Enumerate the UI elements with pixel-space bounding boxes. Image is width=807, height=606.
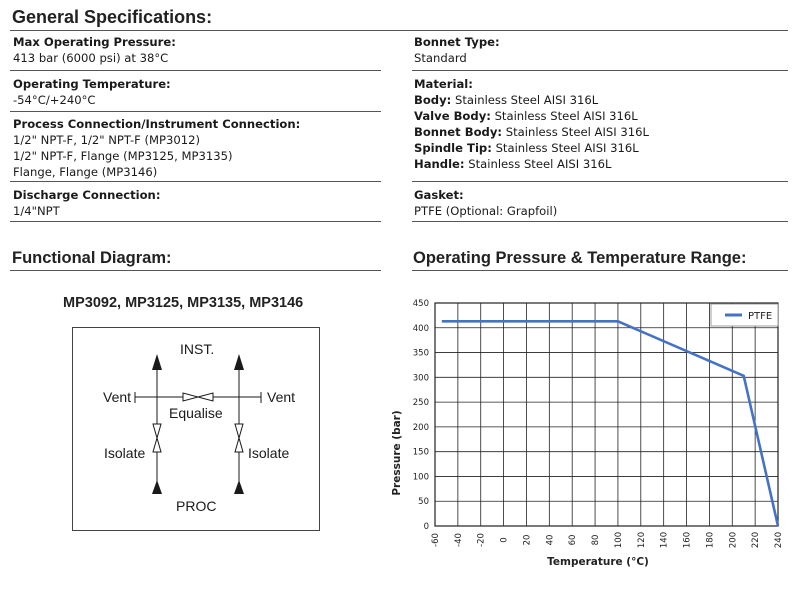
material-row — [414, 124, 649, 140]
isolate-valve-icon — [235, 424, 243, 438]
y-tick-label: 150 — [412, 447, 429, 458]
discharge-label: Discharge Connection: — [13, 188, 161, 202]
x-tick-label: 20 — [522, 534, 533, 546]
x-tick-label: 40 — [545, 534, 556, 546]
proc-label: PROC — [176, 498, 217, 514]
inst-arrow-left — [152, 354, 162, 370]
x-tick-label: 140 — [659, 531, 670, 549]
material-value: Stainless Steel AISI 316L — [494, 109, 638, 123]
material-value: Stainless Steel AISI 316L — [468, 157, 612, 171]
x-tick-label: -40 — [453, 533, 464, 547]
legend — [711, 304, 778, 326]
material-value: Stainless Steel AISI 316L — [495, 141, 639, 155]
legend-label: PTFE — [748, 311, 773, 322]
op-temp-block — [13, 76, 171, 108]
models-label: MP3092, MP3125, MP3135, MP3146 — [63, 295, 304, 311]
inst-label: INST. — [180, 341, 215, 357]
vent-left-label: Vent — [103, 389, 132, 405]
x-tick-label: 120 — [636, 531, 647, 549]
material-key: Spindle Tip: — [414, 141, 492, 155]
x-tick-label: 180 — [705, 531, 716, 549]
x-tick-label: 0 — [499, 537, 510, 543]
plot-area — [435, 303, 778, 526]
equalise-label: Equalise — [169, 405, 223, 421]
discharge-block — [13, 187, 160, 219]
x-tick-label: 160 — [682, 531, 693, 549]
divider — [10, 111, 381, 112]
functional-diagram — [72, 327, 320, 531]
gasket-block — [414, 187, 557, 219]
inst-arrow-right — [234, 354, 244, 370]
material-value: Stainless Steel AISI 316L — [505, 125, 649, 139]
divider — [412, 270, 788, 271]
op-temp-value: -54°C/+240°C — [13, 93, 96, 107]
process-line: Flange, Flange (MP3146) — [13, 165, 158, 179]
x-tick-label: 200 — [728, 531, 739, 549]
functional-diagram-title: Functional Diagram: — [12, 249, 172, 267]
bonnet-block — [414, 34, 500, 66]
process-block — [13, 116, 300, 180]
material-row — [414, 92, 649, 108]
divider — [412, 221, 788, 222]
max-pressure-value: 413 bar (6000 psi) at 38°C — [13, 51, 169, 65]
grid — [435, 303, 778, 526]
y-tick-label: 200 — [412, 422, 429, 433]
x-tick-label: -60 — [431, 533, 441, 547]
op-temp-label: Operating Temperature: — [13, 77, 171, 91]
bonnet-label: Bonnet Type: — [414, 35, 500, 49]
max-pressure-label: Max Operating Pressure: — [13, 35, 176, 49]
y-axis-label: Pressure (bar) — [391, 410, 403, 496]
material-block — [414, 76, 649, 172]
isolate-valve-icon — [153, 424, 161, 438]
isolate-left-label: Isolate — [104, 445, 146, 461]
pressure-temperature-chart — [380, 290, 800, 580]
x-tick-label: 240 — [774, 531, 784, 549]
process-line: 1/2" NPT-F, Flange (MP3125, MP3135) — [13, 149, 233, 163]
spec-left-column — [13, 34, 383, 66]
material-label: Material: — [414, 77, 473, 91]
isolate-right-label: Isolate — [248, 445, 290, 461]
equalise-valve-icon — [183, 393, 198, 401]
title-divider — [10, 30, 788, 31]
divider — [10, 270, 381, 271]
y-tick-label: 400 — [412, 323, 429, 334]
y-tick-label: 250 — [412, 398, 429, 409]
material-row — [414, 156, 649, 172]
divider — [412, 181, 788, 182]
gasket-value: PTFE (Optional: Grapfoil) — [414, 204, 558, 218]
y-tick-label: 300 — [412, 373, 429, 384]
general-specs-title: General Specifications: — [12, 7, 213, 27]
y-tick-label: 50 — [418, 497, 429, 508]
process-label: Process Connection/Instrument Connection: — [13, 117, 301, 131]
x-tick-label: 100 — [613, 531, 624, 549]
y-tick-label: 350 — [412, 348, 429, 359]
x-tick-label: 80 — [591, 534, 602, 546]
bonnet-value: Standard — [414, 51, 467, 65]
divider — [10, 181, 381, 182]
y-tick-label: 0 — [423, 522, 429, 532]
material-row — [414, 108, 649, 124]
y-tick-label: 450 — [412, 299, 429, 309]
divider — [10, 70, 381, 71]
divider — [10, 221, 381, 222]
x-tick-label: 220 — [751, 531, 762, 549]
proc-arrow-left — [152, 480, 162, 494]
vent-right-label: Vent — [267, 389, 296, 405]
material-row — [414, 140, 649, 156]
x-axis-label: Temperature (°C) — [547, 556, 649, 568]
y-tick-label: 100 — [412, 472, 429, 483]
material-value: Stainless Steel AISI 316L — [454, 93, 599, 107]
x-tick-label: 60 — [568, 534, 579, 546]
gasket-label: Gasket: — [414, 188, 464, 202]
divider — [412, 70, 788, 71]
material-key: Body: — [414, 93, 452, 107]
process-line: 1/2" NPT-F, 1/2" NPT-F (MP3012) — [13, 133, 201, 147]
chart-title: Operating Pressure & Temperature Range: — [413, 249, 747, 267]
material-key: Valve Body: — [414, 109, 491, 123]
material-key: Handle: — [414, 157, 465, 171]
material-key: Bonnet Body: — [414, 125, 503, 139]
proc-arrow-right — [234, 480, 244, 494]
discharge-value: 1/4"NPT — [13, 204, 60, 218]
x-tick-label: -20 — [476, 533, 487, 547]
